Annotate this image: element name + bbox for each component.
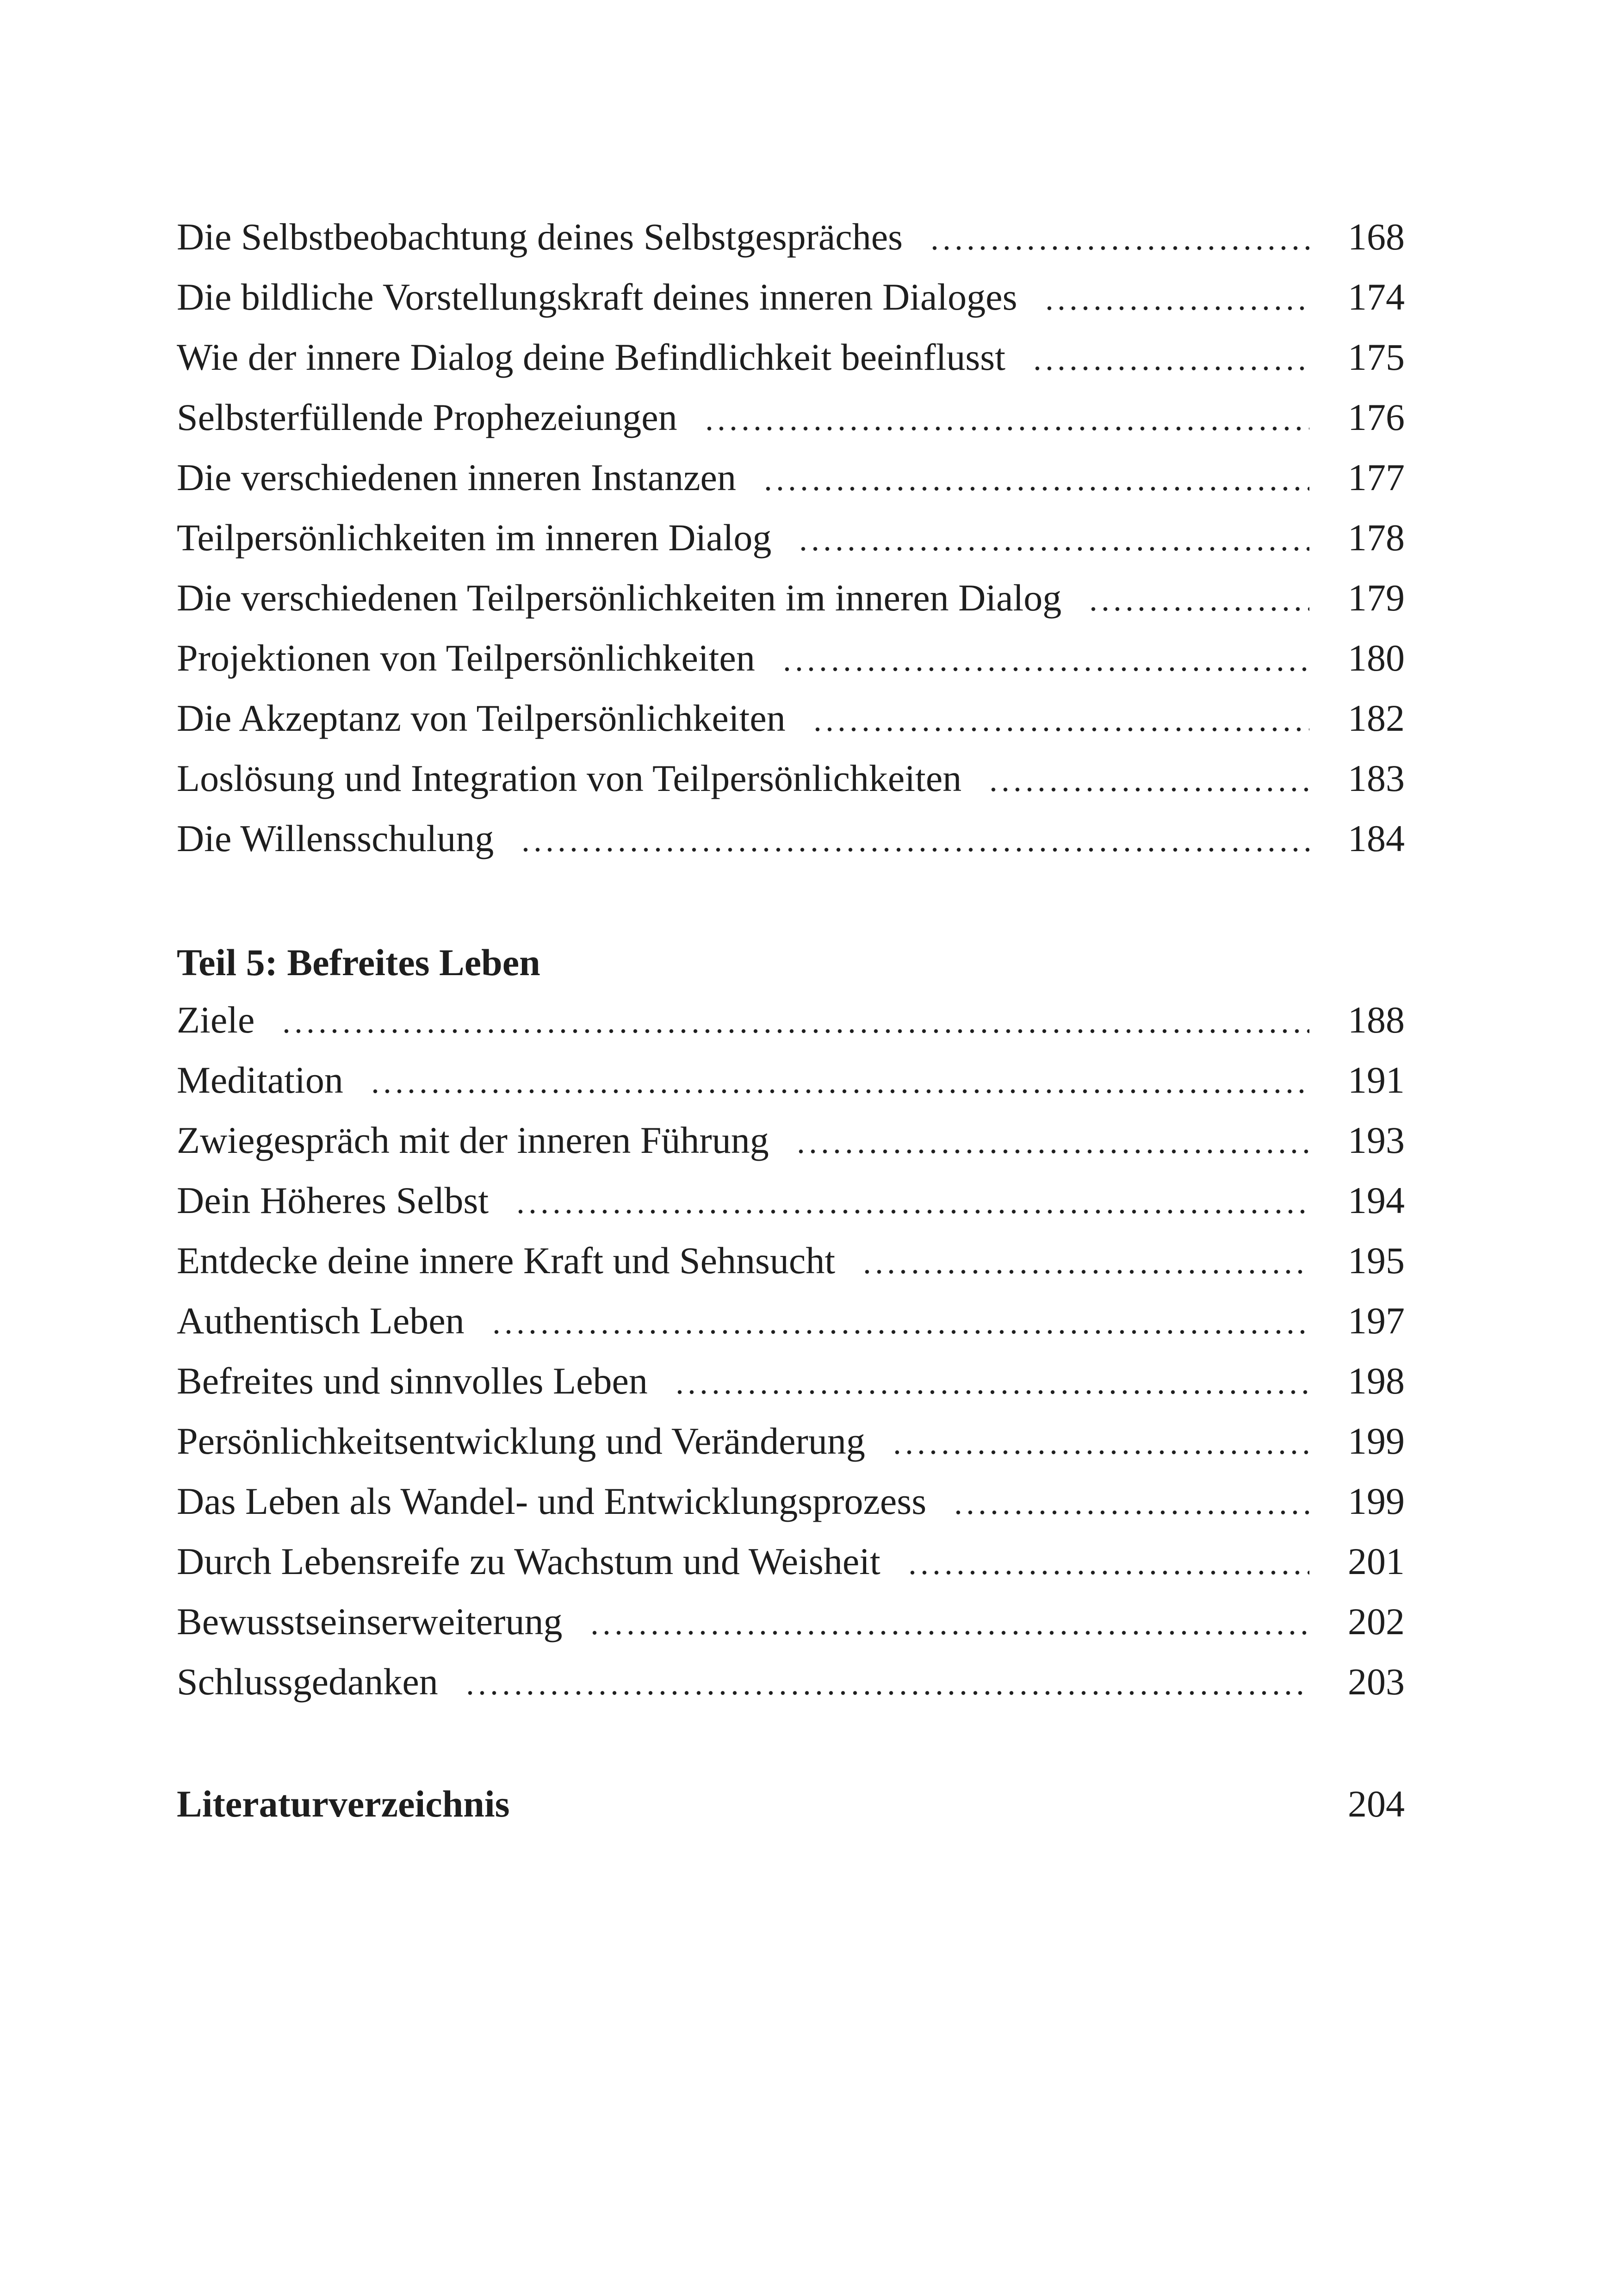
dot-leader	[369, 1050, 1309, 1110]
toc-entry-title: Die verschiedenen Teilpersönlichkeiten im inneren Dialog	[177, 577, 1062, 619]
toc-entry-page-number: 199	[1348, 1480, 1405, 1522]
toc-entry	[177, 1170, 1405, 1231]
toc-entry-title: Literaturverzeichnis	[177, 1783, 510, 1825]
toc-entry	[177, 628, 1405, 688]
toc-entry	[177, 1110, 1405, 1170]
toc-entry-page-number: 202	[1348, 1600, 1405, 1643]
toc-entry-page-number: 193	[1348, 1119, 1405, 1161]
toc-entry	[177, 1652, 1405, 1712]
dot-leader	[861, 1231, 1309, 1291]
toc-entry-title: Dein Höheres Selbst	[177, 1179, 489, 1221]
toc-entry-title: Bewusstseinserweiterung	[177, 1600, 563, 1643]
toc-entry-title: Wie der innere Dialog deine Befindlichkeit beeinflusst	[177, 336, 1005, 378]
toc-entry	[177, 267, 1405, 327]
toc-entry-title: Die Selbstbeobachtung deines Selbstgespräches	[177, 216, 903, 258]
dot-leader	[812, 688, 1309, 748]
toc-entry-page-number: 197	[1348, 1300, 1405, 1342]
toc-entry-title: Authentisch Leben	[177, 1300, 465, 1342]
toc-entry-title: Ziele	[177, 999, 255, 1041]
toc-list-upper	[177, 207, 1405, 869]
toc-entry-page-number: 183	[1348, 757, 1405, 799]
toc-entry-title: Das Leben als Wandel- und Entwicklungsprozess	[177, 1480, 927, 1522]
toc-entry-page-number: 188	[1348, 999, 1405, 1041]
dot-leader	[703, 387, 1309, 448]
toc-entry-page-number: 191	[1348, 1059, 1405, 1101]
toc-entry-page-number: 180	[1348, 637, 1405, 679]
dot-leader	[929, 207, 1309, 267]
toc-entry-title: Durch Lebensreife zu Wachstum und Weisheit	[177, 1540, 880, 1582]
toc-entry-title: Die verschiedenen inneren Instanzen	[177, 456, 736, 498]
dot-leader	[280, 990, 1309, 1050]
dot-leader	[520, 809, 1309, 869]
toc-entry-page-number: 174	[1348, 276, 1405, 318]
toc-entry	[177, 1050, 1405, 1110]
toc-entry	[177, 1592, 1405, 1652]
dot-leader	[906, 1531, 1309, 1592]
toc-entry	[177, 990, 1405, 1050]
dot-leader	[795, 1110, 1309, 1170]
toc-entry-title: Entdecke deine innere Kraft und Sehnsucht	[177, 1239, 836, 1282]
toc-entry-page-number: 204	[1348, 1783, 1405, 1825]
toc-list-part-5	[177, 990, 1405, 1712]
toc-entry-page-number: 194	[1348, 1179, 1405, 1221]
toc-entry-title: Persönlichkeitsentwicklung und Veränderung	[177, 1420, 865, 1462]
toc-entry	[177, 1351, 1405, 1411]
toc-entry	[177, 387, 1405, 448]
dot-leader	[515, 1170, 1309, 1231]
toc-entry	[177, 1531, 1405, 1592]
dot-leader	[762, 448, 1309, 508]
toc-entry-bibliography	[177, 1774, 1405, 1834]
toc-entry	[177, 1411, 1405, 1471]
dot-leader	[674, 1351, 1309, 1411]
toc-entry-page-number: 175	[1348, 336, 1405, 378]
toc-entry	[177, 688, 1405, 748]
toc-entry	[177, 1471, 1405, 1531]
toc-entry-title: Die Akzeptanz von Teilpersönlichkeiten	[177, 697, 786, 739]
toc-entry-page-number: 176	[1348, 396, 1405, 438]
toc-entry-title: Meditation	[177, 1059, 343, 1101]
toc-entry	[177, 568, 1405, 628]
toc-entry	[177, 1291, 1405, 1351]
toc-entry-page-number: 168	[1348, 216, 1405, 258]
toc-entry-page-number: 178	[1348, 516, 1405, 559]
dot-leader	[1031, 327, 1309, 387]
dot-leader	[781, 628, 1309, 688]
dot-leader	[464, 1652, 1309, 1712]
toc-entry-title: Schlussgedanken	[177, 1661, 438, 1703]
dot-leader	[589, 1592, 1310, 1652]
dot-leader	[1087, 568, 1309, 628]
toc-entry-title: Selbsterfüllende Prophezeiungen	[177, 396, 677, 438]
toc-entry-title: Die Willensschulung	[177, 817, 494, 859]
toc-entry-title: Teilpersönlichkeiten im inneren Dialog	[177, 516, 772, 559]
toc-entry	[177, 1231, 1405, 1291]
toc-entry-page-number: 195	[1348, 1239, 1405, 1282]
toc-entry-page-number: 199	[1348, 1420, 1405, 1462]
toc-entry	[177, 508, 1405, 568]
dot-leader	[1043, 267, 1310, 327]
row-spacer	[510, 1774, 1309, 1834]
toc-entry-title: Projektionen von Teilpersönlichkeiten	[177, 637, 755, 679]
toc-entry-page-number: 184	[1348, 817, 1405, 859]
toc-entry	[177, 207, 1405, 267]
dot-leader	[797, 508, 1309, 568]
section-heading: Teil 5: Befreites Leben	[177, 941, 540, 983]
toc-entry	[177, 448, 1405, 508]
toc-entry-page-number: 182	[1348, 697, 1405, 739]
toc-entry	[177, 748, 1405, 809]
toc-entry-title: Zwiegespräch mit der inneren Führung	[177, 1119, 769, 1161]
toc-entry-page-number: 201	[1348, 1540, 1405, 1582]
toc-entry	[177, 809, 1405, 869]
toc-entry-page-number: 198	[1348, 1360, 1405, 1402]
toc-entry-page-number: 179	[1348, 577, 1405, 619]
toc-entry-page-number: 177	[1348, 456, 1405, 498]
toc-entry-title: Loslösung und Integration von Teilpersönlichkeiten	[177, 757, 962, 799]
toc-entry	[177, 327, 1405, 387]
toc-entry-title: Die bildliche Vorstellungskraft deines inneren Dialoges	[177, 276, 1017, 318]
toc-entry-title: Befreites und sinnvolles Leben	[177, 1360, 648, 1402]
toc-entry-page-number: 203	[1348, 1661, 1405, 1703]
dot-leader	[987, 748, 1309, 809]
dot-leader	[490, 1291, 1309, 1351]
dot-leader	[952, 1471, 1309, 1531]
dot-leader	[891, 1411, 1309, 1471]
